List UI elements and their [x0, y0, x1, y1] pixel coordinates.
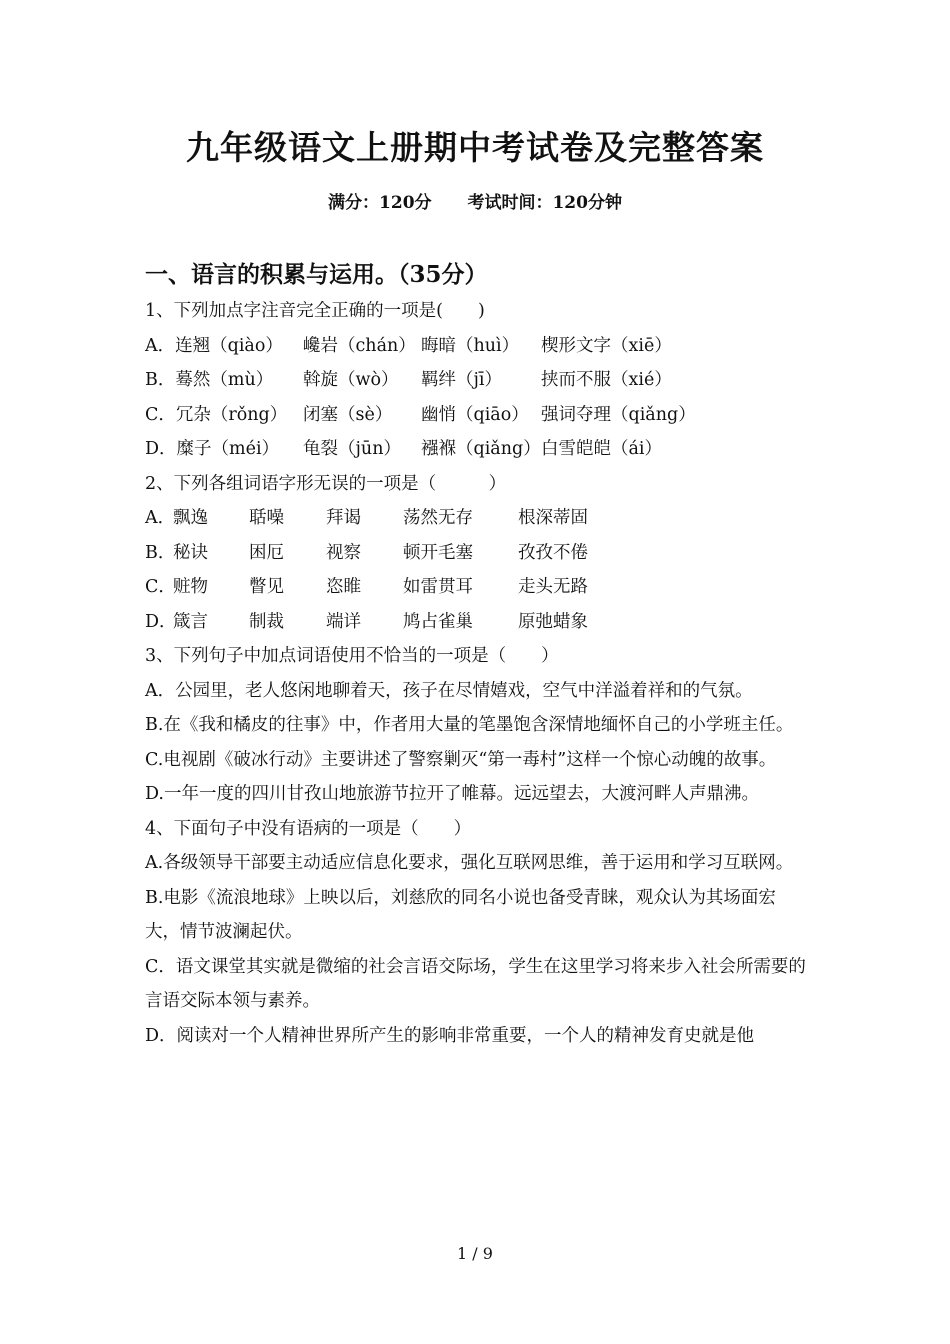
page-title: 九年级语文上册期中考试卷及完整答案: [186, 128, 764, 167]
option-cell: A．连翘（qiào）: [145, 335, 283, 356]
option-word: 秘诀: [173, 542, 208, 563]
question-3-stem: 3、下列句子中加点词语使用不恰当的一项是（ ）: [145, 646, 559, 666]
option-word: 瞥见: [249, 577, 284, 597]
option-word: 端详: [326, 611, 361, 632]
questions: [145, 294, 810, 1053]
option-row: [145, 536, 810, 571]
question-3-option-d: D.一年一度的四川甘孜山地旅游节拉开了帷幕。远远望去，大渡河畔人声鼎沸。: [145, 784, 759, 804]
option-letter: D．: [145, 611, 177, 632]
option-word: 如雷贯耳: [403, 577, 473, 597]
question-1-stem: 1、下列加点字注音完全正确的一项是( ): [145, 301, 485, 321]
exam-time: 考试时间：120分钟: [467, 193, 622, 213]
exam-info: [0, 188, 950, 213]
option-cell: 龟裂（jūn）: [303, 439, 401, 459]
option-letter: C．: [145, 577, 176, 597]
option-cell: 晦暗（huì）: [421, 335, 520, 356]
option-row: [145, 432, 810, 467]
option-cell: 闭塞（sè）: [303, 404, 393, 425]
option-word: 赃物: [173, 577, 208, 597]
option-cell: 幽悄（qiāo）: [421, 404, 529, 425]
option-cell: B．蓦然（mù）: [145, 370, 274, 390]
section-heading: 一、语言的积累与运用。（35分）: [145, 261, 488, 288]
question-2-stem: 2、下列各组词语字形无误的一项是（ ）: [145, 473, 507, 494]
option-word: 箴言: [173, 611, 208, 632]
question-4-option-c: C．语文课堂其实就是微缩的社会言语交际场，学生在这里学习将来步入社会所需要的言语交际本领与素养。: [145, 956, 806, 1011]
option-word: 视察: [326, 542, 361, 563]
option-word: 飘逸: [173, 508, 208, 528]
question-4-option-d: D．阅读对一个人精神世界所产生的影响非常重要，一个人的精神发育史就是他: [145, 1025, 755, 1046]
option-letter: B．: [145, 542, 176, 563]
question-4-option-b: B.电影《流浪地球》上映以后，刘慈欣的同名小说也备受青睐，观众认为其场面宏大，情节波澜起伏。: [145, 887, 776, 942]
option-word: 鸠占雀巢: [403, 611, 473, 632]
question-4-option-a: A.各级领导干部要主动适应信息化要求，强化互联网思维，善于运用和学习互联网。: [145, 853, 794, 873]
option-row: [145, 398, 810, 433]
option-cell: C．冗杂（rǒng）: [145, 404, 288, 425]
question-1-options: [145, 329, 810, 467]
question-3-option-b: B.在《我和橘皮的往事》中，作者用大量的笔墨饱含深情地缅怀自己的小学班主任。: [145, 715, 794, 735]
option-cell: 强词夺理（qiǎng）: [541, 404, 696, 425]
option-cell: 襁褓（qiǎng）: [421, 439, 541, 459]
option-word: 孜孜不倦: [518, 542, 588, 563]
option-row: [145, 570, 810, 605]
option-word: 根深蒂固: [518, 508, 588, 528]
option-letter: A．: [145, 508, 176, 528]
option-word: 困厄: [249, 542, 284, 563]
question-4-stem: 4、下面句子中没有语病的一项是（ ）: [145, 818, 472, 839]
option-word: 拜谒: [326, 508, 361, 528]
option-row: [145, 329, 810, 364]
option-cell: 巉岩（chán）: [303, 335, 416, 356]
option-word: 走头无路: [518, 577, 588, 597]
option-word: 恣睢: [326, 577, 361, 597]
page-number: 1 / 9: [457, 1244, 493, 1263]
full-score: 满分：120分: [328, 193, 432, 213]
option-word: 聒噪: [249, 508, 284, 528]
option-cell: 挟而不服（xié）: [541, 370, 672, 390]
option-cell: 斡旋（wò）: [303, 370, 399, 390]
question-2-options: [145, 501, 810, 639]
option-row: [145, 605, 810, 640]
option-cell: 楔形文字（xiē）: [541, 335, 672, 356]
option-row: [145, 501, 810, 536]
option-cell: 白雪皑皑（ái）: [541, 439, 663, 459]
option-row: [145, 363, 810, 398]
option-word: 荡然无存: [403, 508, 473, 528]
option-word: 顿开毛塞: [403, 542, 473, 563]
question-3-option-a: A．公园里，老人悠闲地聊着天，孩子在尽情嬉戏，空气中洋溢着祥和的气氛。: [145, 680, 753, 701]
option-cell: D．糜子（méi）: [145, 439, 280, 459]
option-word: 原弛蜡象: [518, 611, 588, 632]
question-3-option-c: C.电视剧《破冰行动》主要讲述了警察剿灭“第一毒村”这样一个惊心动魄的故事。: [145, 749, 777, 770]
option-cell: 羁绊（jī）: [421, 370, 503, 390]
option-word: 制裁: [249, 611, 284, 632]
